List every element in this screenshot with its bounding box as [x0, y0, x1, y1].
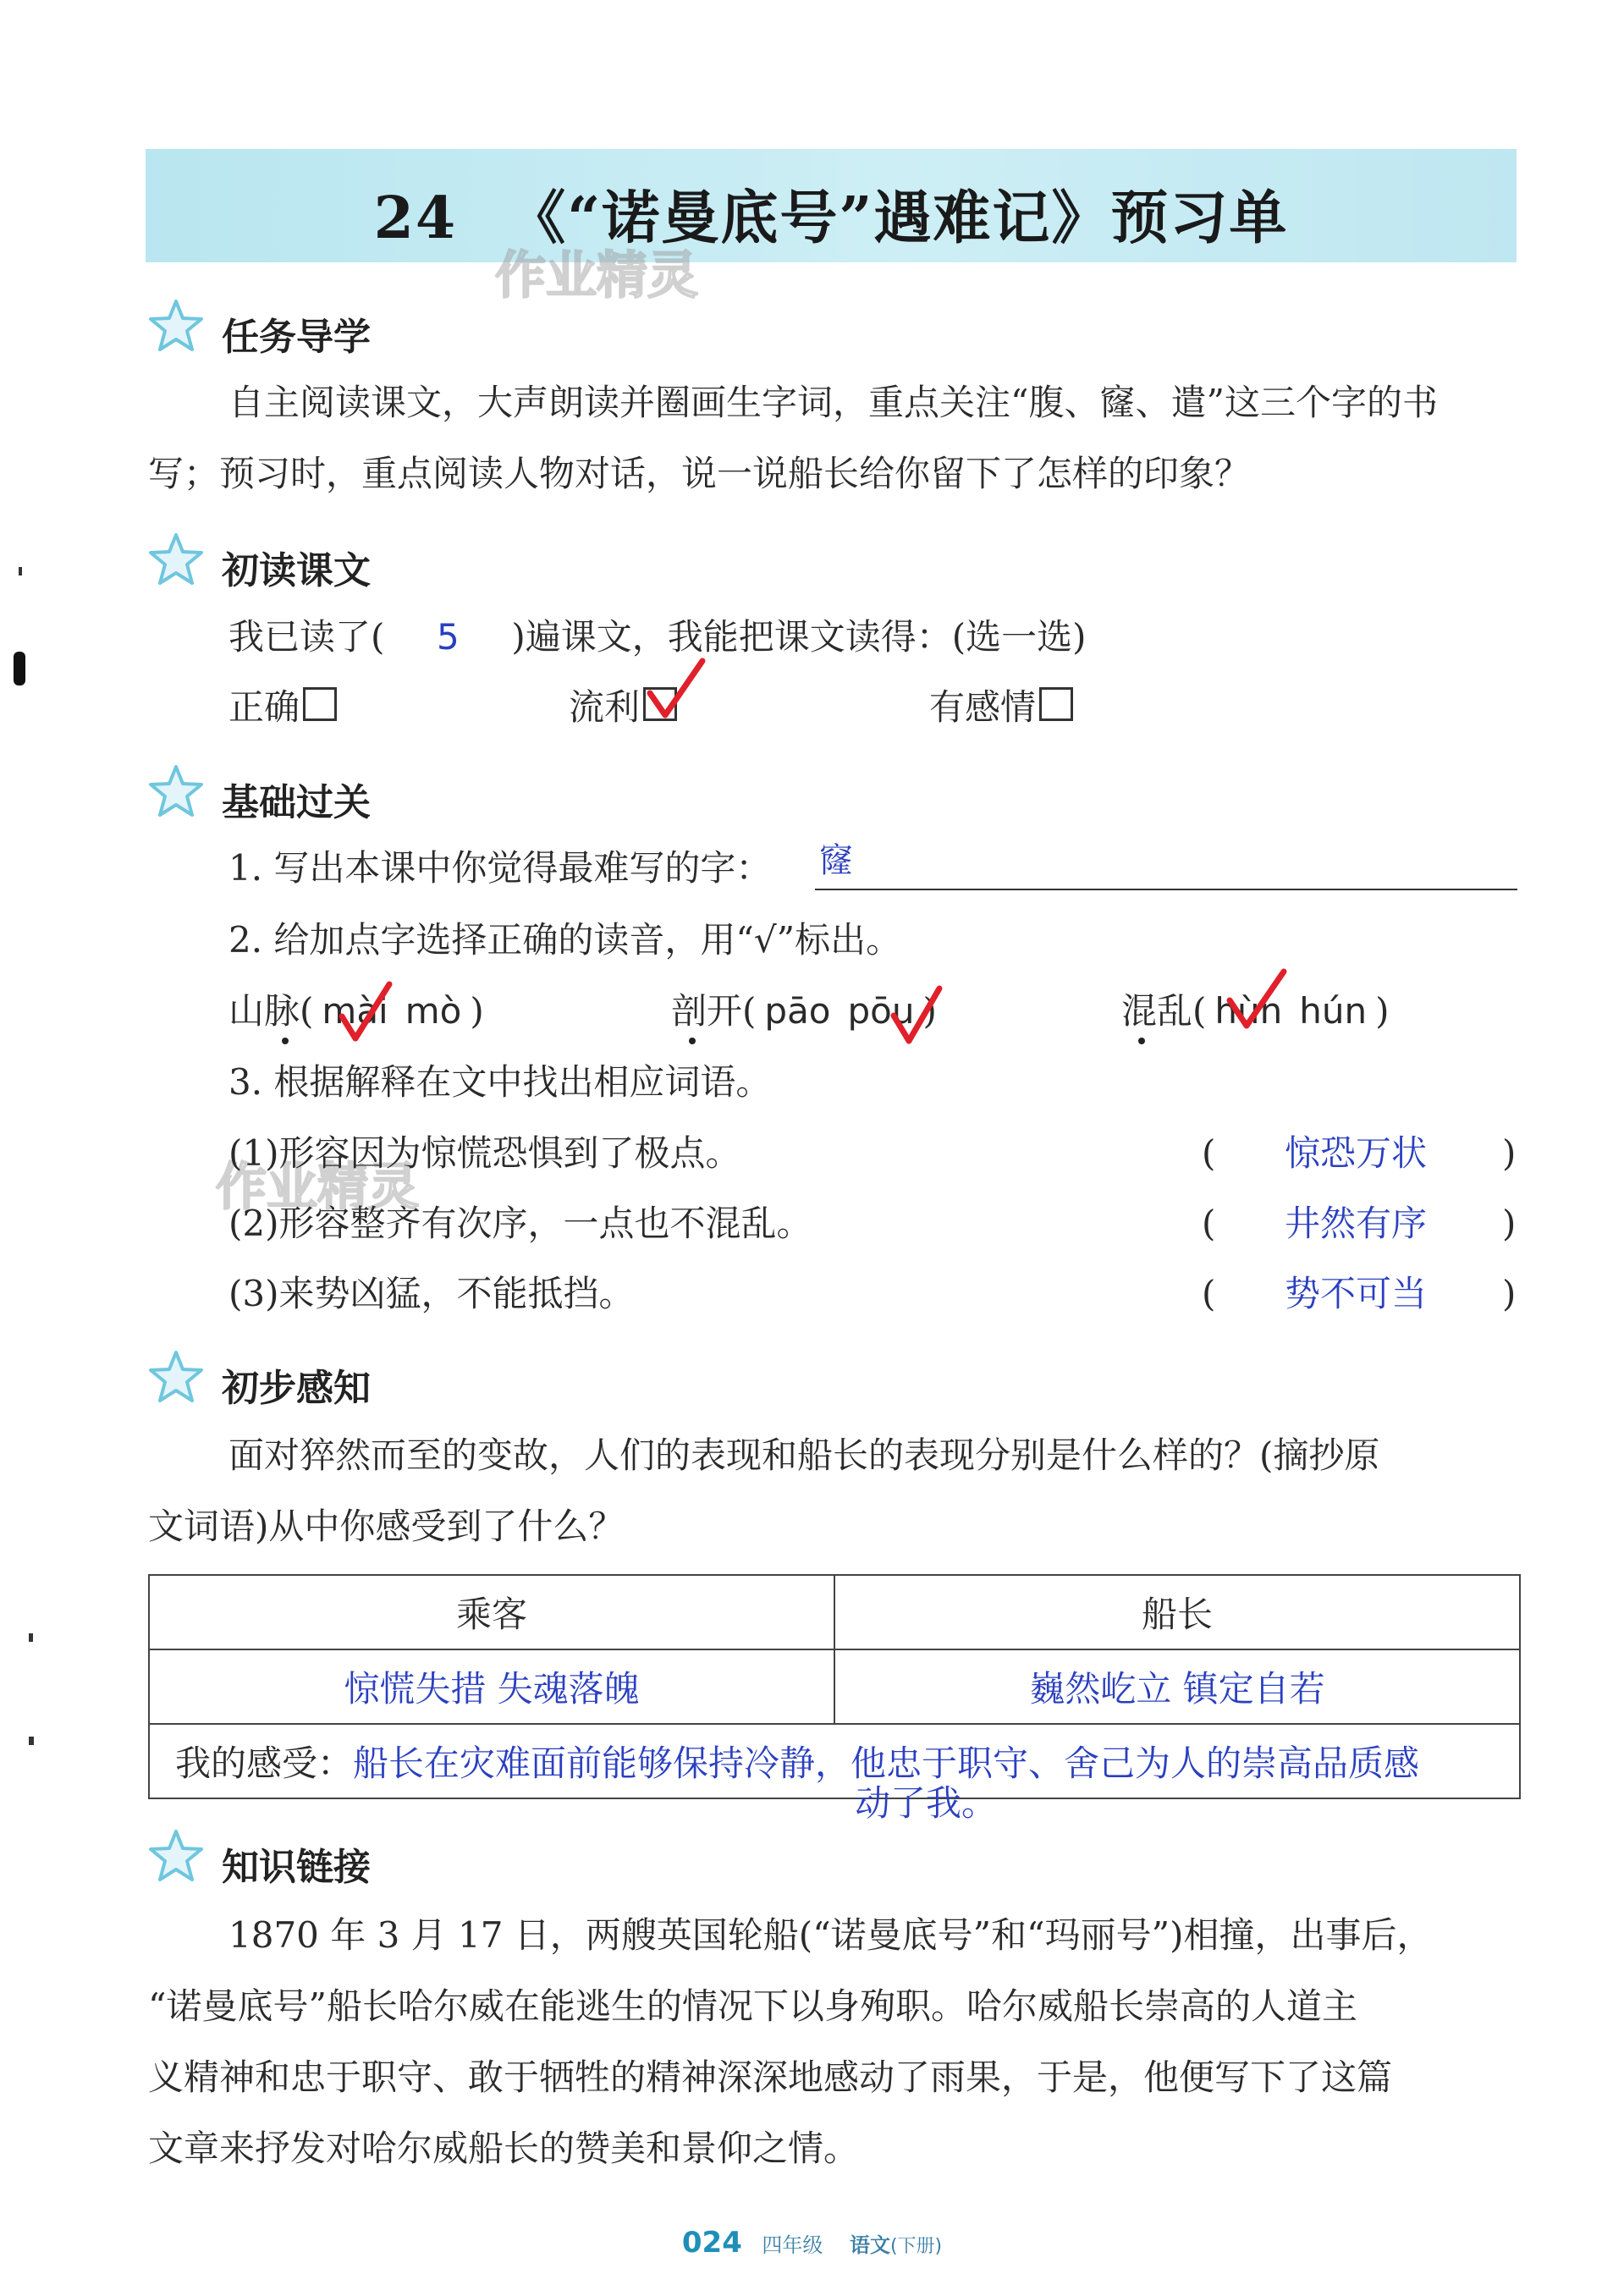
definition-answer: 惊恐万状	[1285, 1132, 1428, 1174]
answer-underline	[815, 889, 1517, 890]
scan-mark	[29, 1737, 34, 1745]
scan-mark	[14, 652, 25, 686]
lesson-number: 24	[373, 184, 458, 252]
pinyin-option: mài	[322, 990, 388, 1032]
option-label: 正确	[228, 686, 300, 728]
bracket: )	[1502, 1273, 1517, 1314]
footer-volume: (下册)	[889, 2236, 943, 2257]
link-text-line: 文章来抒发对哈尔威船长的赞美和景仰之情。	[148, 2128, 860, 2169]
bracket: (	[1192, 990, 1207, 1032]
table-row	[149, 1649, 1520, 1724]
comparison-table	[148, 1574, 1521, 1799]
link-text-line: “诺曼底号”船长哈尔威在能逃生的情况下以身殉职。哈尔威船长崇高的人道主	[148, 1985, 1357, 2027]
pinyin-word: 剖开	[671, 990, 743, 1032]
page-footer	[0, 2226, 1624, 2260]
star-icon	[146, 296, 206, 357]
star-icon	[146, 530, 206, 591]
definition-text: (3)来势凶猛，不能抵挡。	[228, 1273, 635, 1314]
table-header-passengers: 乘客	[149, 1575, 834, 1649]
definition-text: (2)形容整齐有次序，一点也不混乱。	[228, 1203, 812, 1244]
perceive-text-line: 文词语)从中你感受到了什么？	[148, 1506, 625, 1547]
feeling-label: 我的感受：	[175, 1743, 354, 1784]
link-text-line: 义精神和忠于职守、敢于牺牲的精神深深地感动了雨果，于是，他便写下了这篇	[148, 2056, 1393, 2098]
emphasis-dot	[689, 1038, 696, 1044]
bracket: )	[1375, 990, 1390, 1032]
feeling-answer-continued: 动了我。	[855, 1782, 998, 1824]
check-mark-icon	[337, 977, 396, 1045]
read-count-suffix: )遍课文，我能把课文读得：(选一选)	[511, 616, 1087, 658]
scan-mark	[19, 567, 22, 575]
bracket: )	[922, 990, 937, 1032]
bracket: )	[1502, 1203, 1517, 1244]
page-title	[146, 173, 1517, 255]
option-emotion	[929, 671, 1073, 744]
section-heading: 任务导学	[222, 316, 371, 359]
watermark: 作业精灵	[495, 246, 698, 306]
option-correct	[228, 671, 337, 744]
table-answer-passengers: 惊慌失措 失魂落魄	[149, 1649, 834, 1724]
link-text-line: 1870 年 3 月 17 日，两艘英国轮船(“诺曼底号”和“玛丽号”)相撞，出事后，	[228, 1914, 1433, 1956]
footer-grade: 四年级	[762, 2233, 823, 2257]
pinyin-option: pōu	[847, 990, 915, 1032]
feeling-cell	[149, 1724, 1520, 1798]
task-text-line: 写；预习时，重点阅读人物对话，说一说船长给你留下了怎样的印象？	[148, 453, 1251, 494]
bracket: (	[1202, 1132, 1216, 1174]
question-2: 2. 给加点字选择正确的读音，用“√”标出。	[228, 919, 902, 961]
star-icon	[146, 762, 206, 823]
definition-text: (1)形容因为惊慌恐惧到了极点。	[228, 1132, 741, 1174]
emphasis-dot	[1138, 1038, 1145, 1044]
checkbox-icon[interactable]	[303, 687, 337, 721]
question-1-answer: 窿	[819, 841, 853, 880]
perceive-text-line: 面对猝然而至的变故，人们的表现和船长的表现分别是什么样的？(摘抄原	[228, 1434, 1380, 1476]
pinyin-option: mò	[405, 990, 462, 1032]
page-number: 024	[681, 2226, 742, 2260]
check-mark-icon	[889, 980, 948, 1048]
table-row	[149, 1724, 1520, 1798]
table-row	[149, 1575, 1520, 1649]
pinyin-option: hùn	[1214, 990, 1283, 1032]
section-heading: 知识链接	[222, 1846, 371, 1889]
read-count-answer: 5	[437, 616, 460, 658]
bracket: )	[1502, 1132, 1517, 1174]
bracket: (	[1202, 1203, 1216, 1244]
watermark: 作业精灵	[216, 1158, 419, 1217]
checkbox-icon[interactable]	[1039, 687, 1073, 721]
feeling-answer: 船长在灾难面前能够保持冷静，他忠于职守、舍己为人的崇高品质感	[353, 1743, 1420, 1784]
task-text-line: 自主阅读课文，大声朗读并圈画生字词，重点关注“腹、窿、遣”这三个字的书	[228, 382, 1438, 423]
pinyin-word: 山脉	[228, 990, 300, 1032]
section-heading: 初步感知	[222, 1367, 371, 1410]
section-heading: 基础过关	[222, 781, 371, 824]
table-header-captain: 船长	[834, 1575, 1520, 1649]
read-count-prefix: 我已读了(	[228, 616, 385, 658]
check-mark-icon	[1223, 966, 1291, 1034]
check-mark-icon	[643, 656, 711, 724]
definition-answer: 势不可当	[1285, 1273, 1428, 1314]
emphasis-dot	[282, 1038, 289, 1044]
star-icon	[146, 1826, 206, 1887]
section-heading: 初读课文	[222, 549, 371, 592]
scan-mark	[29, 1633, 33, 1642]
option-label: 流利	[569, 686, 641, 728]
bracket: (	[1202, 1273, 1216, 1314]
lesson-title: 《“诺曼底号”遇难记》预习单	[508, 184, 1289, 252]
pinyin-option: hún	[1299, 990, 1368, 1032]
question-3: 3. 根据解释在文中找出相应词语。	[228, 1061, 772, 1103]
definition-answer: 井然有序	[1285, 1203, 1428, 1244]
bracket: )	[470, 990, 484, 1032]
table-answer-captain: 巍然屹立 镇定自若	[834, 1649, 1520, 1724]
pinyin-option: pāo	[764, 990, 831, 1032]
title-banner	[146, 149, 1517, 262]
bracket: (	[300, 990, 314, 1032]
bracket: (	[742, 990, 757, 1032]
pinyin-word: 混乱	[1121, 990, 1193, 1032]
star-icon	[146, 1347, 206, 1408]
option-label: 有感情	[929, 686, 1037, 728]
question-1: 1. 写出本课中你觉得最难写的字：	[228, 847, 772, 889]
footer-subject: 语文	[849, 2233, 890, 2257]
